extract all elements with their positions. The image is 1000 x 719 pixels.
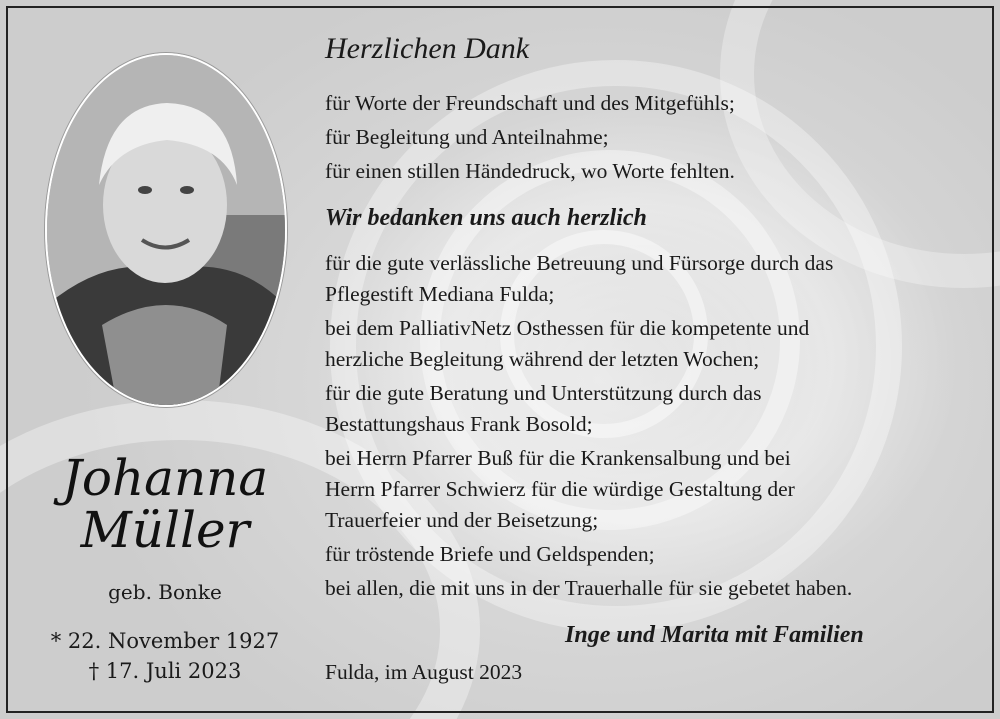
ack-line: Bestattungshaus Frank Bosold; <box>325 412 593 436</box>
portrait-photo-icon <box>47 55 285 405</box>
ack-line: Pflegestift Mediana Fulda; <box>325 282 555 306</box>
ack-line: bei allen, die mit uns in der Trauerhalle für sie gebetet haben. <box>325 576 853 600</box>
deceased-name <box>30 449 300 559</box>
main-heading: Herzlichen Dank <box>325 32 530 65</box>
ack-line: herzliche Begleitung während der letzten Wochen; <box>325 347 760 371</box>
thanks-lines <box>325 86 965 188</box>
last-name: Müller <box>80 501 250 559</box>
death-date: † 17. Juli 2023 <box>88 659 242 683</box>
birth-date: * 22. November 1927 <box>50 629 280 653</box>
sub-heading: Wir bedanken uns auch herzlich <box>325 205 647 231</box>
ack-line: für tröstende Briefe und Geldspenden; <box>325 542 655 566</box>
ack-line: für die gute verlässliche Betreuung und Fürsorge durch das <box>325 251 834 275</box>
ack-line: bei dem PalliativNetz Osthessen für die kompetente und <box>325 316 810 340</box>
thanks-line: für Begleitung und Anteilnahme; <box>325 125 609 149</box>
thanks-line: für einen stillen Händedruck, wo Worte fehlten. <box>325 159 735 183</box>
first-name: Johanna <box>61 449 269 507</box>
acknowledgement-lines <box>325 248 965 604</box>
place-date: Fulda, im August 2023 <box>325 660 523 684</box>
ack-line: bei Herrn Pfarrer Buß für die Krankensalbung und bei <box>325 446 791 470</box>
thanks-line: für Worte der Freundschaft und des Mitgefühls; <box>325 91 735 115</box>
ack-line: Trauerfeier und der Beisetzung; <box>325 508 599 532</box>
portrait-photo <box>45 53 287 407</box>
ack-line: Herrn Pfarrer Schwierz für die würdige Gestaltung der <box>325 477 795 501</box>
maiden-name: geb. Bonke <box>108 580 222 604</box>
ack-line: für die gute Beratung und Unterstützung durch das <box>325 381 762 405</box>
signature: Inge und Marita mit Familien <box>565 622 864 648</box>
life-dates <box>30 626 300 686</box>
